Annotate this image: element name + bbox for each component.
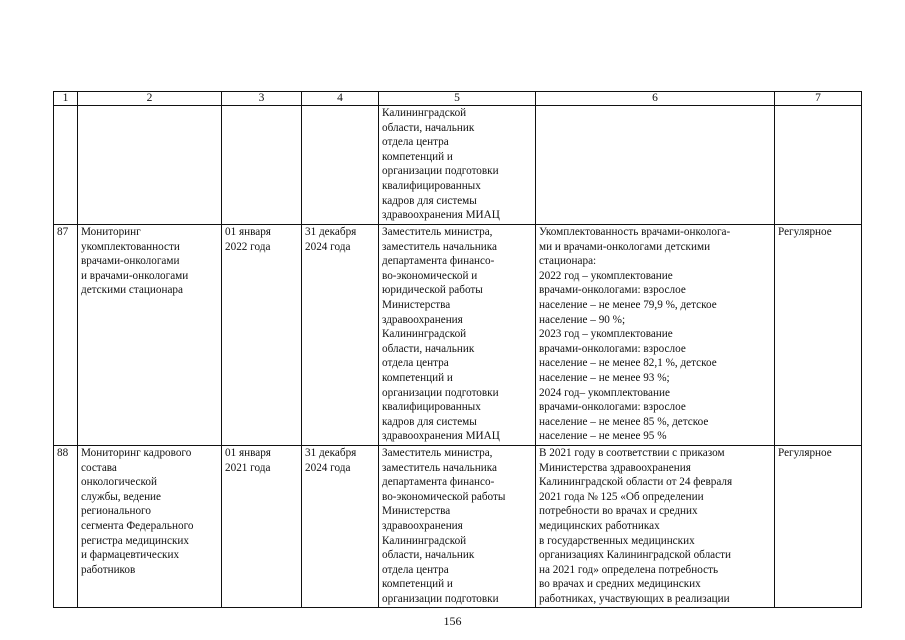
responsible-cell bbox=[379, 446, 536, 608]
cell-line: 01 января bbox=[225, 447, 271, 459]
cell-line: заместитель начальника bbox=[382, 240, 497, 253]
responsible-cell bbox=[379, 225, 536, 446]
cell-line: здравоохранения bbox=[382, 519, 463, 532]
cell-line: компетенций и bbox=[382, 578, 453, 591]
cell-line: области, начальник bbox=[382, 121, 475, 134]
cell-line: население – не менее 93 %; bbox=[539, 371, 670, 384]
cell-line: потребности во врачах и средних bbox=[539, 505, 698, 518]
start-date-cell bbox=[222, 106, 302, 225]
header-cell-5: 5 bbox=[379, 92, 536, 106]
page-number: 156 bbox=[443, 614, 462, 628]
cell-line: службы, ведение bbox=[81, 490, 162, 503]
cell-line: врачами-онкологами: взрослое bbox=[539, 284, 686, 297]
cell-line: организации подготовки bbox=[382, 165, 499, 178]
cell-line: состава bbox=[81, 461, 117, 474]
start-date-cell bbox=[222, 225, 302, 446]
cell-line: квалифицированных bbox=[382, 179, 481, 192]
header-cell-7: 7 bbox=[775, 92, 862, 106]
header-cell-1: 1 bbox=[54, 92, 78, 106]
cell-line: В 2021 году в соответствии с приказом bbox=[539, 447, 725, 459]
cell-line: население – не менее 95 % bbox=[539, 430, 667, 443]
cell-line: во-экономической и bbox=[382, 269, 478, 282]
cell-line: 2024 года bbox=[305, 461, 351, 474]
result-cell bbox=[536, 446, 775, 608]
cell-line: кадров для системы bbox=[382, 415, 477, 428]
responsible-cell bbox=[379, 106, 536, 225]
cell-line: ми и врачами-онкологами детскими bbox=[539, 240, 711, 253]
cell-line: заместитель начальника bbox=[382, 461, 497, 474]
cell-line: области, начальник bbox=[382, 549, 475, 562]
cell-line: Калининградской bbox=[382, 328, 467, 341]
cell-line: и фармацевтических bbox=[81, 549, 180, 562]
start-date-cell bbox=[222, 446, 302, 608]
cell-line: организациях Калининградской области bbox=[539, 549, 731, 562]
cell-line: сегмента Федерального bbox=[81, 519, 194, 532]
end-date-cell bbox=[302, 106, 379, 225]
cell-line: Министерства здравоохранения bbox=[539, 461, 691, 474]
header-cell-3: 3 bbox=[222, 92, 302, 106]
cell-line: здравоохранения bbox=[382, 313, 463, 326]
cell-line: онкологической bbox=[81, 476, 157, 489]
cell-line: 2024 года bbox=[305, 240, 351, 253]
cell-line: организации подготовки bbox=[382, 386, 499, 399]
cell-line: 31 декабря bbox=[305, 447, 357, 459]
cell-line: Мониторинг bbox=[81, 226, 141, 238]
header-cell-2: 2 bbox=[78, 92, 222, 106]
plan-table bbox=[53, 91, 862, 608]
cell-line: 2021 года bbox=[225, 461, 271, 474]
cell-line: население – не менее 85 %, детское bbox=[539, 415, 709, 428]
header-cell-4: 4 bbox=[302, 92, 379, 106]
header-row bbox=[54, 92, 862, 106]
type-cell bbox=[775, 106, 862, 225]
row-number-cell bbox=[54, 106, 78, 225]
table-row-87 bbox=[54, 225, 862, 446]
cell-line: население – не менее 79,9 %, детское bbox=[539, 298, 717, 311]
cell-line: Заместитель министра, bbox=[382, 447, 493, 459]
cell-line: 2022 года bbox=[225, 240, 271, 253]
cell-line: население – не менее 82,1 %, детское bbox=[539, 357, 717, 370]
cell-line: компетенций и bbox=[382, 150, 453, 163]
cell-line: регионального bbox=[81, 505, 151, 518]
cell-line: департамента финансо- bbox=[382, 255, 495, 268]
table-body bbox=[54, 92, 862, 608]
cell-line: 31 декабря bbox=[305, 226, 357, 238]
cell-line: Регулярное bbox=[778, 226, 832, 238]
cell-line: Заместитель министра, bbox=[382, 226, 493, 238]
measure-name-cell bbox=[78, 225, 222, 446]
cell-line: отдела центра bbox=[382, 136, 449, 149]
cell-line: квалифицированных bbox=[382, 401, 481, 414]
cell-line: отдела центра bbox=[382, 563, 449, 576]
cell-line: регистра медицинских bbox=[81, 534, 190, 547]
cell-line: и врачами-онкологами bbox=[81, 269, 189, 282]
type-cell bbox=[775, 225, 862, 446]
cell-line: на 2021 год» определена потребность bbox=[539, 563, 719, 576]
cell-line: здравоохранения МИАЦ bbox=[382, 430, 500, 443]
cell-line: врачами-онкологами bbox=[81, 255, 180, 268]
cell-line: 01 января bbox=[225, 226, 271, 238]
cell-line: Мониторинг кадрового bbox=[81, 447, 192, 459]
cell-line: стационара: bbox=[539, 255, 597, 268]
table-row-continued bbox=[54, 106, 862, 225]
cell-line: организации подготовки bbox=[382, 592, 499, 605]
cell-line: в государственных медицинских bbox=[539, 534, 695, 547]
type-cell bbox=[775, 446, 862, 608]
cell-line: здравоохранения МИАЦ bbox=[382, 209, 500, 222]
cell-line: 2023 год – укомплектование bbox=[539, 328, 673, 341]
end-date-cell bbox=[302, 446, 379, 608]
cell-line: 2024 год– укомплектование bbox=[539, 386, 670, 399]
cell-line: Калининградской bbox=[382, 107, 467, 119]
cell-line: медицинских работниках bbox=[539, 519, 660, 532]
cell-line: во-экономической работы bbox=[382, 490, 506, 503]
cell-line: Укомплектованность врачами-онкологa- bbox=[539, 226, 731, 238]
cell-line: области, начальник bbox=[382, 342, 475, 355]
result-cell bbox=[536, 225, 775, 446]
cell-line: Калининградской bbox=[382, 534, 467, 547]
table-row-88 bbox=[54, 446, 862, 608]
result-cell bbox=[536, 106, 775, 225]
cell-line: Калининградской области от 24 февраля bbox=[539, 476, 733, 489]
cell-line: кадров для системы bbox=[382, 194, 477, 207]
cell-line: 2021 года № 125 «Об определении bbox=[539, 490, 704, 503]
measure-name-cell bbox=[78, 106, 222, 225]
cell-line: работниках, участвующих в реализации bbox=[539, 592, 730, 605]
cell-line: юридической работы bbox=[382, 284, 483, 297]
cell-line: врачами-онкологами: взрослое bbox=[539, 401, 686, 414]
cell-line: компетенций и bbox=[382, 371, 453, 384]
cell-line: Регулярное bbox=[778, 447, 832, 459]
cell-line: врачами-онкологами: взрослое bbox=[539, 342, 686, 355]
cell-line: работников bbox=[81, 563, 136, 576]
cell-line: укомплектованности bbox=[81, 240, 180, 253]
cell-line: департамента финансо- bbox=[382, 476, 495, 489]
row-number-cell: 88 bbox=[54, 446, 78, 608]
cell-line: детскими стационара bbox=[81, 284, 183, 297]
cell-line: 2022 год – укомплектование bbox=[539, 269, 673, 282]
cell-line: Министерства bbox=[382, 298, 451, 311]
cell-line: Министерства bbox=[382, 505, 451, 518]
cell-line: отдела центра bbox=[382, 357, 449, 370]
cell-line: во врачах и средних медицинских bbox=[539, 578, 701, 591]
measure-name-cell bbox=[78, 446, 222, 608]
cell-line: население – 90 %; bbox=[539, 313, 626, 326]
end-date-cell bbox=[302, 225, 379, 446]
row-number-cell: 87 bbox=[54, 225, 78, 446]
header-cell-6: 6 bbox=[536, 92, 775, 106]
